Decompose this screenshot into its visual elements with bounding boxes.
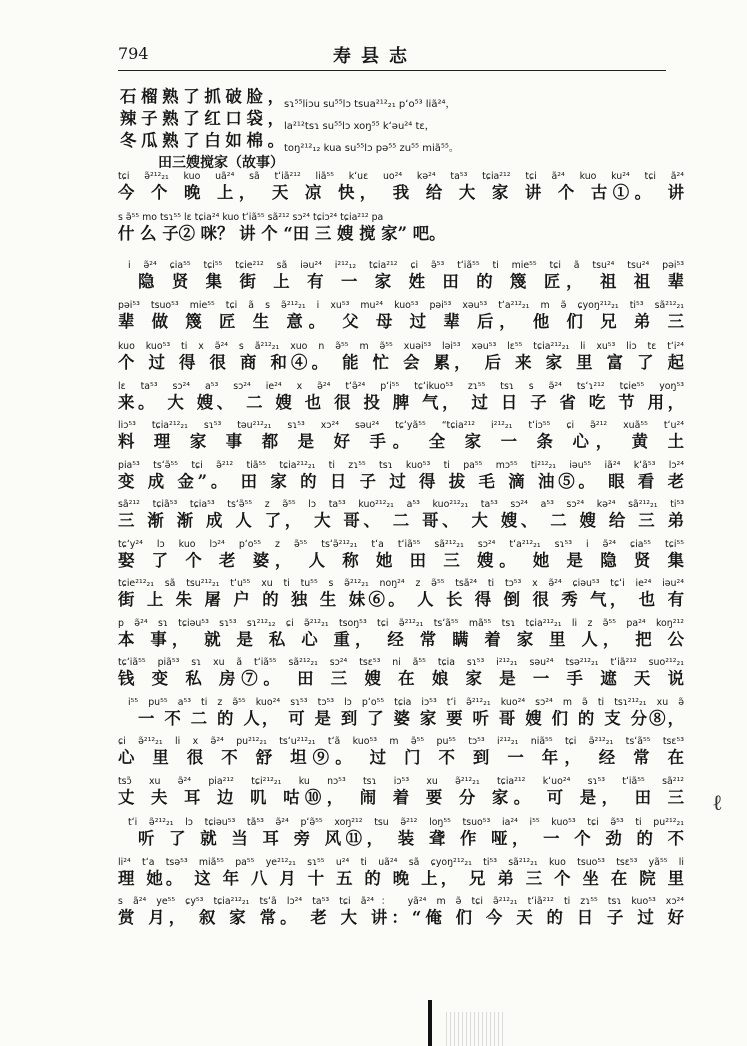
text-line	[118, 895, 684, 928]
chinese-line: 赏 月， 叙 家 常。 老 大 讲：“俺 们 今 天 的 日 子 过 好	[118, 908, 684, 927]
proverb-han: 石榴熟了抓破脸，	[120, 87, 284, 106]
text-line	[118, 617, 684, 650]
text-line	[118, 577, 684, 610]
text-line	[118, 816, 684, 849]
story-title: 田三嫂搅家（故事）	[158, 155, 284, 171]
text-line	[118, 170, 684, 203]
page-header	[118, 44, 666, 71]
phonetic-line: pia⁵³ tsʻə̃⁵⁵ tɕi ə̃²¹² tiã⁵⁵ tɕia²¹²₂₁ ti zɿ⁵⁵ tsɿ kuo⁵³ ti pa⁵⁵ mɔ⁵⁵ ti²¹²₂₁ iəu⁵⁵ iã²⁴ kʻã⁵³ lɔ²⁴	[118, 460, 684, 471]
chinese-line: 个 过 得 很 商 和④。 能 忙 会 累， 后 来 家 里 富 了 起	[118, 353, 684, 372]
chinese-line: 三 渐 渐 成 人 了， 大 哥、 二 哥、 大 嫂、 二 嫂 给 三 弟	[118, 511, 684, 530]
phonetic-line: liɔ⁵³ tɕia²¹²₂₁ sɿ⁵³ təu²¹²₂₁ sɿ⁵³ xɔ²⁴ səu²⁴ tɕʻyã⁵⁵ “tɕia²¹² i²¹²₂₁ tʻiɔ⁵⁵ ɕi ə̃²¹² xuã⁵⁵ tʻu²⁴	[118, 420, 684, 431]
text-line	[118, 538, 684, 571]
proverb-han: 冬瓜熟了白如棉。	[120, 131, 284, 150]
proverb-line	[120, 109, 435, 133]
phonetic-line: ɕi ə̃²¹²₂₁ li x ə̃²⁴ pu²¹²₂₁ tsʻu²¹²₂₁ tʻã kuo⁵³ m ə̃⁵⁵ pu⁵⁵ tɔ⁵³ i²¹²₂₁ niã⁵⁵ tɕi ə̃²¹²₂₁ tsʻã⁵⁵ tsɛ⁵³	[118, 736, 684, 747]
chinese-line: 娶 了 个 老 婆， 人 称 她 田 三 嫂。 她 是 隐 贤 集	[118, 551, 684, 570]
text-line	[118, 259, 684, 292]
phonetic-line: tʻi ə̃²¹²₂₁ lɔ tɕiəu⁵³ tã⁵³ ə̃²⁴ pʻə̃⁵⁵ xoŋ²¹² tsu ə̃²¹² loŋ⁵⁵ tsuo⁵³ ia²⁴ i⁵⁵ kuo⁵³ tɕi ə̃⁵³ ti pu²¹²₂₁	[128, 817, 684, 828]
text-line	[118, 696, 684, 729]
phonetic-line: s ã²⁴ ye⁵⁵ ɕy⁵³ tɕia²¹²₂₁ tsʻã lɔ²⁴ ta⁵³ tɕi ã²⁴： yã²⁴ m ə̃ tɕi ə̃²¹²₂₁ tʻiã²¹² ti zɿ⁵⁵ tsɿ kuo⁵³ xɔ²⁴	[118, 896, 684, 907]
proverb-han: 辣子熟了红口袋，	[120, 109, 284, 128]
text-line	[118, 459, 684, 492]
text-line	[118, 498, 684, 531]
proverb-ipa: la²¹²tsɿ su⁵⁵lɔ xoŋ⁵⁵ kʻəu²⁴ tɛ，	[284, 121, 435, 132]
chinese-line: 辈 做 篾 匠 生 意。 父 母 过 辈 后， 他 们 兄 弟 三	[118, 312, 684, 331]
phonetic-line: tɕʻy²⁴ lɔ kuo lɔ²⁴ pʻo⁵⁵ z ə̃⁵⁵ tsʻə̃²¹²₂₁ tʻa tʻiã⁵⁵ sã²¹²₂₁ sɔ²⁴ tʻa²¹²₂₁ sɿ⁵³ i ə̃²⁴ ɕia⁵⁵ tɕi⁵⁵	[118, 539, 684, 550]
scan-artifact-bar	[428, 1000, 432, 1046]
text-line	[118, 656, 684, 689]
proverb-ipa: sɿ⁵⁵liɔu su⁵⁵lɔ tsua²¹²₂₁ pʻo⁵³ liã²⁴，	[284, 99, 456, 110]
proverb-ipa: toŋ²¹²₁₂ kua su⁵⁵lɔ pə⁵⁵ zu⁵⁵ miã⁵⁵。	[284, 143, 459, 154]
phonetic-line: pəi⁵³ tsuo⁵³ mie⁵⁵ tɕi ã s ə̃²¹²₂₁ i xu⁵³ mu²⁴ kuo⁵³ pəi⁵³ xəu⁵³ tʻa²¹²₂₁ m ə̃ ɕyoŋ²¹²₂₁ ti⁵³ sã²¹²₂₁	[118, 300, 684, 311]
chinese-line: 本 事， 就 是 私 心 重， 经 常 瞒 着 家 里 人， 把 公	[118, 630, 684, 649]
phonetic-line: s ə̃⁵⁵ mo tsɿ⁵⁵ lɛ tɕia²⁴ kuo tʻiã⁵⁵ sã²¹² sɔ²⁴ tɕiɔ²⁴ tɕia²¹² pa	[118, 212, 384, 223]
scan-noise	[446, 1012, 504, 1046]
chinese-line: 理 她。 这 年 八 月 十 五 的 晚 上， 兄 弟 三 个 坐 在 院 里	[118, 869, 684, 888]
phonetic-line: p ə̃²⁴ sɿ tɕiəu⁵³ sɿ⁵³ sɿ²¹²₁₂ ɕi ə̃²¹²₂₁ tsoŋ⁵³ tɕi ə̃²¹²₂₁ tsʻã⁵⁵ mã⁵⁵ tsɿ tɕia²¹²₂₁ li z ə̃⁵⁵ pa²⁴ koŋ²¹²	[118, 618, 684, 629]
text-line	[118, 856, 684, 889]
phonetic-line: tsɔ̃ xu ə̃²⁴ pia²¹² tɕi²¹²₂₁ ku nɔ⁵³ tsɿ iɔ⁵³ xu ə̃²¹²₂₁ tɕia²¹² kʻuo²⁴ sɿ⁵³ tʻiã⁵⁵ sã²¹²	[118, 776, 684, 787]
page-title: 寿县志	[333, 46, 417, 67]
phonetic-line: tɕie²¹²₂₁ sã tsu²¹²₂₁ tʻu⁵⁵ xu ti tu⁵⁵ s ə̃²¹²₂₁ noŋ²⁴ z ə̃⁵⁵ tsã²⁴ ti tɔ⁵³ x ə̃²⁴ ɕiəu⁵³ tɕʻi ie²⁴ iəu²⁴	[118, 578, 684, 589]
chinese-line: 听 了 就 当 耳 旁 风⑪， 装 聋 作 哑， 一 个 劲 的 不	[138, 829, 684, 848]
phonetic-line: lɛ ta⁵³ sɔ²⁴ a⁵³ sɔ²⁴ ie²⁴ x ə̃²⁴ tʻə̃²⁴ pʻi⁵⁵ tɕʻikuo⁵³ zɿ⁵⁵ tsɿ s ə̃²⁴ tsʻɿ²¹² tɕie⁵⁵ yoŋ⁵³	[118, 381, 684, 392]
text-line	[118, 735, 684, 768]
text-line	[118, 211, 684, 244]
text-line	[118, 419, 684, 452]
text-line	[118, 775, 684, 808]
text-line	[118, 380, 684, 413]
chinese-line: 料 理 家 事 都 是 好 手。 全 家 一 条 心， 黄 土	[118, 432, 684, 451]
chinese-line: 丈 夫 耳 边 叽 咕⑩， 闹 着 要 分 家。 可 是， 田 三	[118, 788, 684, 807]
chinese-line: 来。 大 嫂、 二 嫂 也 很 投 脾 气， 过 日 子 省 吃 节 用，	[118, 393, 684, 412]
chinese-line: 钱 变 私 房⑦。 田 三 嫂 在 娘 家 是 一 手 遮 天 说	[118, 669, 684, 688]
page-number: 794	[118, 44, 149, 63]
chinese-line: 街 上 朱 屠 户 的 独 生 妹⑥。 人 长 得 倒 很 秀 气， 也 有	[118, 590, 684, 609]
chinese-line: 变 成 金”。 田 家 的 日 子 过 得 拔 毛 滴 油⑤。 眼 看 老	[118, 472, 684, 491]
chinese-line: 隐 贤 集 街 上 有 一 家 姓 田 的 篾 匠， 祖 祖 辈	[138, 272, 684, 291]
chinese-line: 今 个 晚 上， 天 凉 快， 我 给 大 家 讲 个 古①。 讲	[118, 183, 684, 202]
phonetic-line: i⁵⁵ pu⁵⁵ a⁵³ ti z ə̃⁵⁵ kuo²⁴ sɿ⁵³ tɔ⁵³ lɔ pʻo⁵⁵ tɕia iɔ⁵³ tʻi ə̃²¹²₂₁ kuo²⁴ sɔ²⁴ m ə̃ ti tsɿ²¹²₂₁ xu ə̃	[128, 697, 684, 708]
phonetic-line: li²⁴ tʻa tsə⁵³ miã⁵⁵ pa⁵⁵ ye²¹²₂₁ sɿ⁵⁵ u²⁴ ti uã²⁴ sã ɕyoŋ²¹²₂₁ ti⁵³ sã²¹²₂₁ kuo tsuo⁵³ tsɛ⁵³ yã⁵⁵ li	[118, 857, 684, 868]
phonetic-line: tɕʻiã⁵⁵ piã⁵³ sɿ xu ã tʻiã⁵⁵ sã²¹²₂₁ sɔ²⁴ tsɛ⁵³ ni ã⁵⁵ tɕia sɿ⁵³ i²¹²₂₁ səu²⁴ tsə²¹²₂₁ tʻiã²¹² suo²¹²₂₁	[118, 657, 684, 668]
phonetic-line: kuo kuo⁵³ ti x ə̃²⁴ s ã²¹²₂₁ xuo n ə̃⁵⁵ m ə̃⁵⁵ xuəi⁵³ ləi⁵³ xəu⁵³ lɛ⁵⁵ tɕia²¹²₂₁ li xu⁵³ liɔ tɛ tʻi²⁴	[118, 341, 684, 352]
phonetic-line: sã²¹² tɕiã⁵³ tɕia⁵³ tsʻə̃⁵⁵ z ə̃⁵⁵ lɔ ta⁵³ kuo²¹²₂₁ a⁵³ kuo²¹²₂₁ ta⁵³ sɔ²⁴ a⁵³ sɔ²⁴ kə²⁴ sã²¹²₂₁ ti⁵³	[118, 499, 684, 510]
chinese-line: 一 不 二 的 人， 可 是 到 了 婆 家 要 听 哥 嫂 们 的 支 分⑧，	[138, 709, 684, 728]
text-line	[118, 299, 684, 332]
phonetic-line: i ə̃²⁴ ɕia⁵⁵ tɕi⁵⁵ tɕie²¹² sã iəu²⁴ i²¹²₁₂ tɕia²¹² ɕi ə̃⁵³ tʻiã⁵⁵ ti mie⁵⁵ tɕi ã tsu²⁴ tsu²⁴ pəi⁵³	[128, 260, 684, 271]
chinese-line: 心 里 很 不 舒 坦⑨。 过 门 不 到 一 年， 经 常 在	[118, 748, 684, 767]
chinese-line: 什 么 子② 咪？ 讲 个 “田 三 嫂 搅 家” 吧。	[118, 224, 446, 243]
phonetic-line: tɕi ə̃²¹²₂₁ kuo uã²⁴ sã tʻiã²¹² liã⁵⁵ kʻuɛ uo²⁴ kə²⁴ ta⁵³ tɕia²¹² tɕi ã²⁴ kuo ku²⁴ tɕi ã²⁴	[118, 171, 684, 182]
text-line	[118, 340, 684, 373]
margin-mark-icon: ℓ	[712, 791, 723, 816]
proverb-line	[120, 87, 455, 111]
